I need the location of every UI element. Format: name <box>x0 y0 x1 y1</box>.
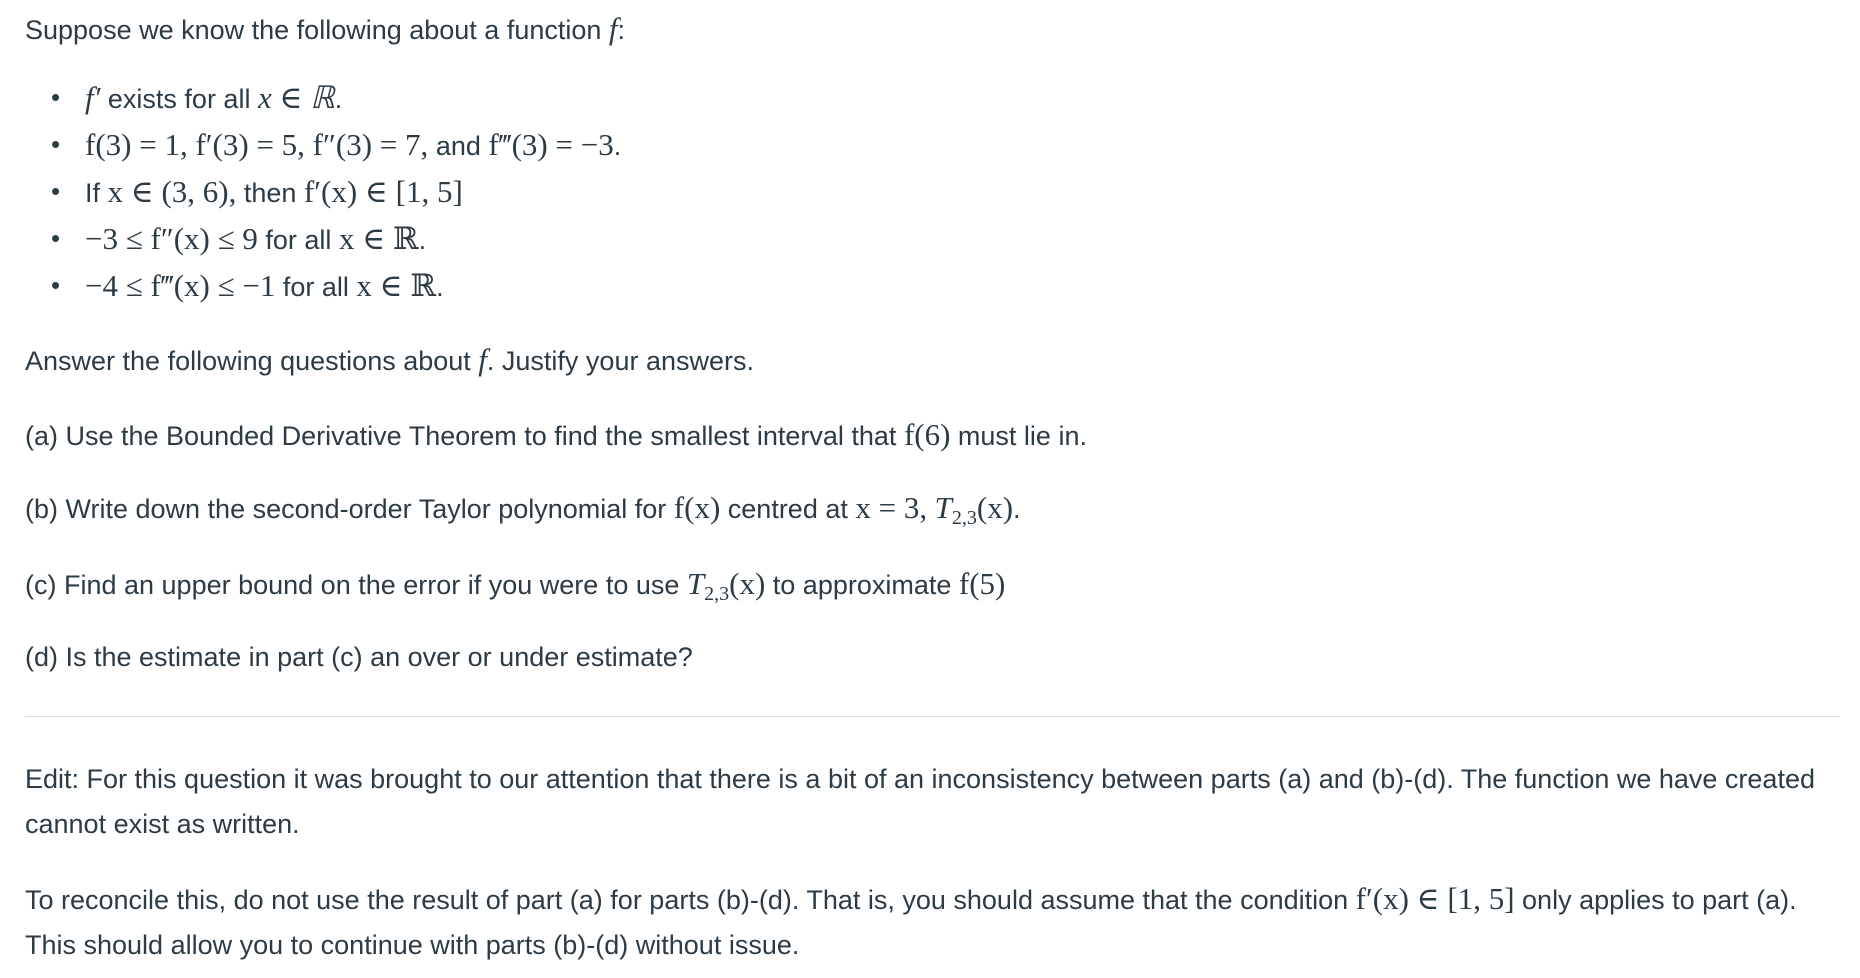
reconcile-note <box>25 876 1840 968</box>
question-part-d <box>25 638 1840 676</box>
condition-text: then <box>236 178 304 208</box>
question-text: (a) Use the Bounded Derivative Theorem to find the smallest interval that <box>25 421 904 451</box>
taylor-polynomial: $T_{2,3}(x)$ <box>686 566 766 605</box>
question-math: f(x) <box>673 490 721 525</box>
condition-math: f‴(3) = −3 <box>488 127 614 162</box>
instruction-text: . Justify your answers. <box>486 346 754 376</box>
condition-item <box>85 122 1840 169</box>
intro-colon: : <box>617 15 626 45</box>
question-part-a <box>25 416 1840 455</box>
condition-text: . <box>436 272 444 302</box>
question-text: (b) Write down the second-order Taylor polynomial for <box>25 494 674 524</box>
question-math: f(6) <box>903 417 951 452</box>
instruction-paragraph <box>25 341 1840 380</box>
condition-item <box>85 75 1840 122</box>
condition-text: . <box>334 84 343 114</box>
condition-math: f′ <box>85 80 101 115</box>
condition-list <box>25 75 1840 310</box>
note-text: only applies to part (a). This should allow you to continue with parts (b)-(d) without issue. <box>25 885 1797 960</box>
function-symbol: f <box>608 11 618 46</box>
condition-text: for all <box>275 272 357 302</box>
note-math: f′(x) ∈ [1, 5] <box>1355 881 1515 916</box>
intro-paragraph <box>25 10 1840 49</box>
condition-item <box>85 216 1840 263</box>
condition-text: . <box>613 131 622 161</box>
question-math: f(5) <box>958 566 1006 601</box>
note-text: To reconcile this, do not use the result of part (a) for parts (b)-(d). That is, you should assume that the condition <box>25 885 1356 915</box>
function-symbol: f <box>478 342 487 377</box>
question-text: to approximate <box>765 570 959 600</box>
condition-text: . <box>418 225 427 255</box>
condition-math: x ∈ ℝ <box>338 221 419 256</box>
condition-text: If <box>85 178 108 208</box>
question-content <box>25 10 1840 968</box>
taylor-polynomial: $T_{2,3}(x)$ <box>934 490 1014 529</box>
condition-item <box>85 263 1840 310</box>
condition-text: for all <box>257 225 339 255</box>
intro-text: Suppose we know the following about a function <box>25 15 602 45</box>
condition-item <box>85 169 1840 216</box>
edit-note: Edit: For this question it was brought to our attention that there is a bit of an inconsistency between parts (a) and (b)-(d). The function we have created cannot exist as written. <box>25 764 1815 839</box>
condition-text: exists for all <box>100 84 258 114</box>
condition-math: −3 ≤ f″(x) ≤ 9 <box>85 221 258 256</box>
condition-math: f′(x) ∈ [1, 5] <box>303 174 463 209</box>
question-text: (d) Is the estimate in part (c) an over or under estimate? <box>25 642 693 672</box>
question-text: must lie in. <box>950 421 1087 451</box>
instruction-text: Answer the following questions about <box>25 346 479 376</box>
question-part-c <box>25 565 1840 604</box>
question-text: centred at <box>720 494 856 524</box>
condition-math: x ∈ ℝ <box>257 80 335 115</box>
condition-math: x ∈ (3, 6), <box>107 174 237 209</box>
question-math: x = 3, <box>855 490 928 525</box>
condition-math: x ∈ ℝ <box>356 268 437 303</box>
question-text: (c) Find an upper bound on the error if you were to use <box>25 570 687 600</box>
section-divider <box>25 716 1840 717</box>
condition-math: −4 ≤ f‴(x) ≤ −1 <box>85 268 276 303</box>
condition-math: f(3) = 1, f′(3) = 5, f″(3) = 7, <box>85 127 429 162</box>
question-text: . <box>1013 494 1021 524</box>
question-part-b <box>25 489 1840 528</box>
condition-text: and <box>428 131 489 161</box>
